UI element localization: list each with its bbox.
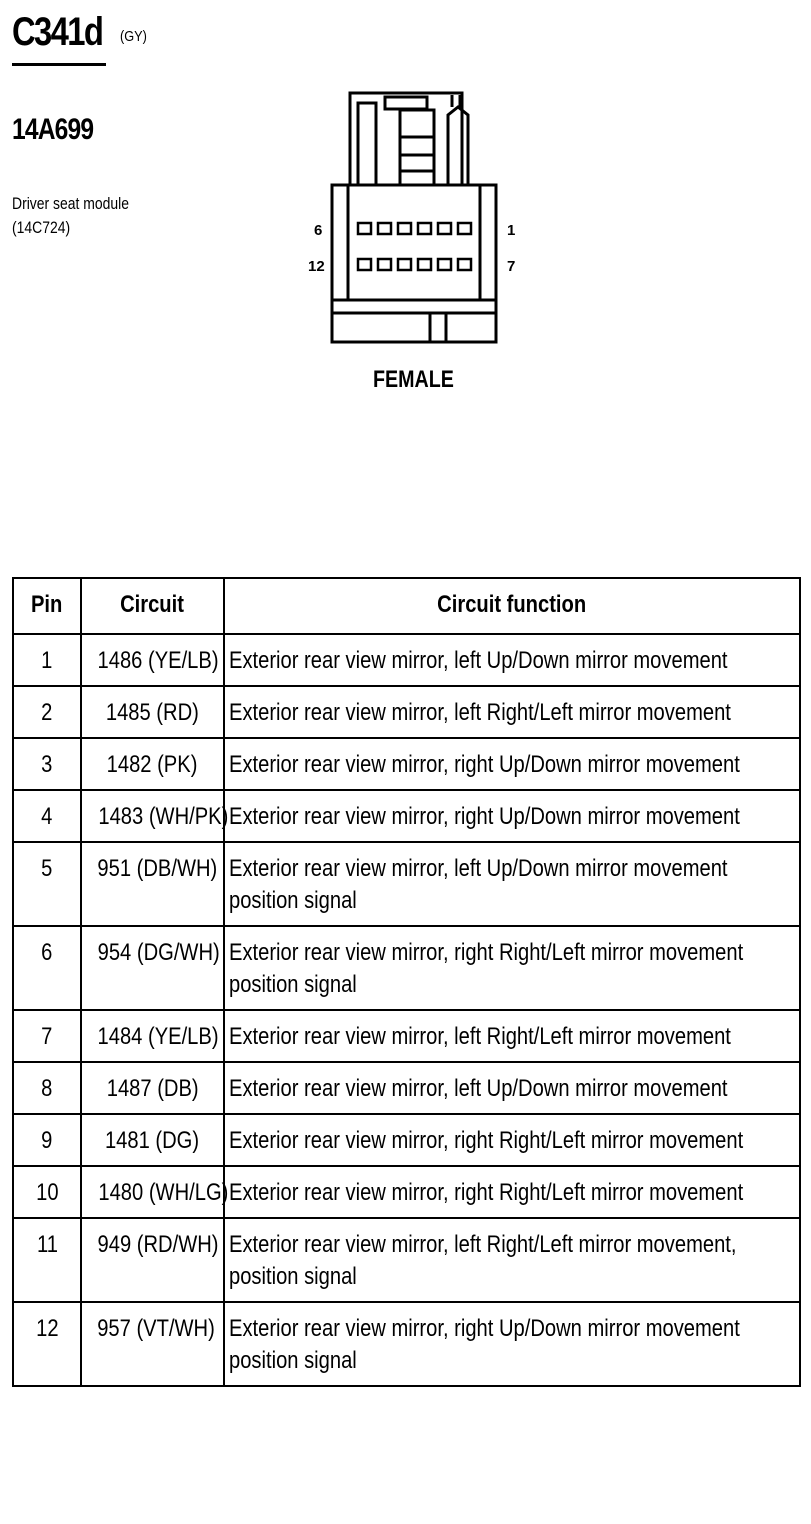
table-row: [13, 1302, 800, 1386]
circuit-code: 1485 (RD): [81, 686, 224, 738]
table-row: [13, 1062, 800, 1114]
circuit-function-line1: Exterior rear view mirror, left Right/Left mirror movement,: [229, 1231, 737, 1258]
circuit-function-line1: Exterior rear view mirror, right Right/Left mirror movement: [229, 1179, 744, 1206]
table-row: [13, 1114, 800, 1166]
pin-number: 3: [13, 738, 81, 790]
circuit-function: [224, 686, 800, 738]
table-row: [13, 634, 800, 686]
circuit-code: 1484 (YE/LB): [81, 1010, 224, 1062]
connector-face-diagram: [300, 85, 540, 360]
circuit-function-line1: Exterior rear view mirror, left Right/Left mirror movement: [229, 699, 731, 726]
circuit-function: [224, 1114, 800, 1166]
circuit-function: [224, 1218, 800, 1302]
table-header-row: [13, 578, 800, 634]
circuit-code: 1481 (DG): [81, 1114, 224, 1166]
circuit-code: 954 (DG/WH): [81, 926, 224, 1010]
circuit-function: [224, 790, 800, 842]
header-circuit: Circuit: [81, 578, 224, 634]
table-row: [13, 686, 800, 738]
circuit-code: 949 (RD/WH): [81, 1218, 224, 1302]
circuit-function-line1: Exterior rear view mirror, left Up/Down mirror movement: [229, 647, 728, 674]
circuit-function-line1: Exterior rear view mirror, right Right/Left mirror movement: [229, 939, 744, 966]
table-row: [13, 926, 800, 1010]
header-underline: [12, 63, 106, 66]
circuit-function-line2: position signal: [229, 1347, 357, 1374]
part-description-line1: Driver seat module: [12, 194, 129, 213]
circuit-code: 1486 (YE/LB): [81, 634, 224, 686]
circuit-code: 951 (DB/WH): [81, 842, 224, 926]
table-row: [13, 738, 800, 790]
pin-number: 10: [13, 1166, 81, 1218]
table-row: [13, 842, 800, 926]
circuit-function-line1: Exterior rear view mirror, right Up/Down mirror movement: [229, 751, 740, 778]
circuit-function: [224, 1062, 800, 1114]
pin-number: 6: [13, 926, 81, 1010]
circuit-function: [224, 634, 800, 686]
circuit-function: [224, 1166, 800, 1218]
pin-number: 12: [13, 1302, 81, 1386]
circuit-code: 1483 (WH/PK): [81, 790, 224, 842]
circuit-code: 1482 (PK): [81, 738, 224, 790]
connector-id: C341d: [12, 10, 103, 54]
circuit-code: 1480 (WH/LG): [81, 1166, 224, 1218]
pin-number: 5: [13, 842, 81, 926]
pin-label-7: 7: [507, 258, 516, 275]
circuit-function-line1: Exterior rear view mirror, right Up/Down mirror movement: [229, 803, 740, 830]
circuit-function-line2: position signal: [229, 1263, 357, 1290]
pin-number: 8: [13, 1062, 81, 1114]
pin-label-12: 12: [308, 258, 325, 275]
circuit-function: [224, 738, 800, 790]
pin-label-1: 1: [507, 222, 516, 239]
pin-number: 9: [13, 1114, 81, 1166]
circuit-function: [224, 1302, 800, 1386]
pin-label-6: 6: [314, 222, 323, 239]
header-circuit-function: Circuit function: [224, 578, 800, 634]
circuit-function-line1: Exterior rear view mirror, right Up/Down mirror movement: [229, 1315, 740, 1342]
circuit-function-line1: Exterior rear view mirror, right Right/Left mirror movement: [229, 1127, 744, 1154]
circuit-function: [224, 926, 800, 1010]
part-description: [12, 192, 129, 240]
circuit-function: [224, 842, 800, 926]
pin-number: 2: [13, 686, 81, 738]
latch-left-arm: [358, 103, 376, 185]
part-number: 14A699: [12, 113, 94, 146]
pinout-table: [12, 577, 801, 1387]
circuit-code: 957 (VT/WH): [81, 1302, 224, 1386]
pin-number: 4: [13, 790, 81, 842]
pin-cavities: [358, 223, 471, 270]
table-row: [13, 1166, 800, 1218]
table-row: [13, 1010, 800, 1062]
connector-gender: FEMALE: [373, 366, 454, 393]
pin-number: 11: [13, 1218, 81, 1302]
circuit-code: 1487 (DB): [81, 1062, 224, 1114]
circuit-function-line1: Exterior rear view mirror, left Right/Left mirror movement: [229, 1023, 731, 1050]
latch-tab: [385, 97, 427, 109]
circuit-function-line2: position signal: [229, 971, 357, 998]
circuit-function: [224, 1010, 800, 1062]
circuit-function-line1: Exterior rear view mirror, left Up/Down mirror movement: [229, 855, 728, 882]
header-pin: Pin: [13, 578, 81, 634]
pin-number: 1: [13, 634, 81, 686]
circuit-function-line2: position signal: [229, 887, 357, 914]
latch-inner-frame: [400, 110, 434, 185]
latch-right-arm: [448, 107, 468, 185]
part-description-line2: (14C724): [12, 218, 71, 237]
table-row: [13, 1218, 800, 1302]
table-row: [13, 790, 800, 842]
circuit-function-line1: Exterior rear view mirror, left Up/Down mirror movement: [229, 1075, 728, 1102]
pin-number: 7: [13, 1010, 81, 1062]
connector-color-code: (GY): [120, 28, 147, 45]
